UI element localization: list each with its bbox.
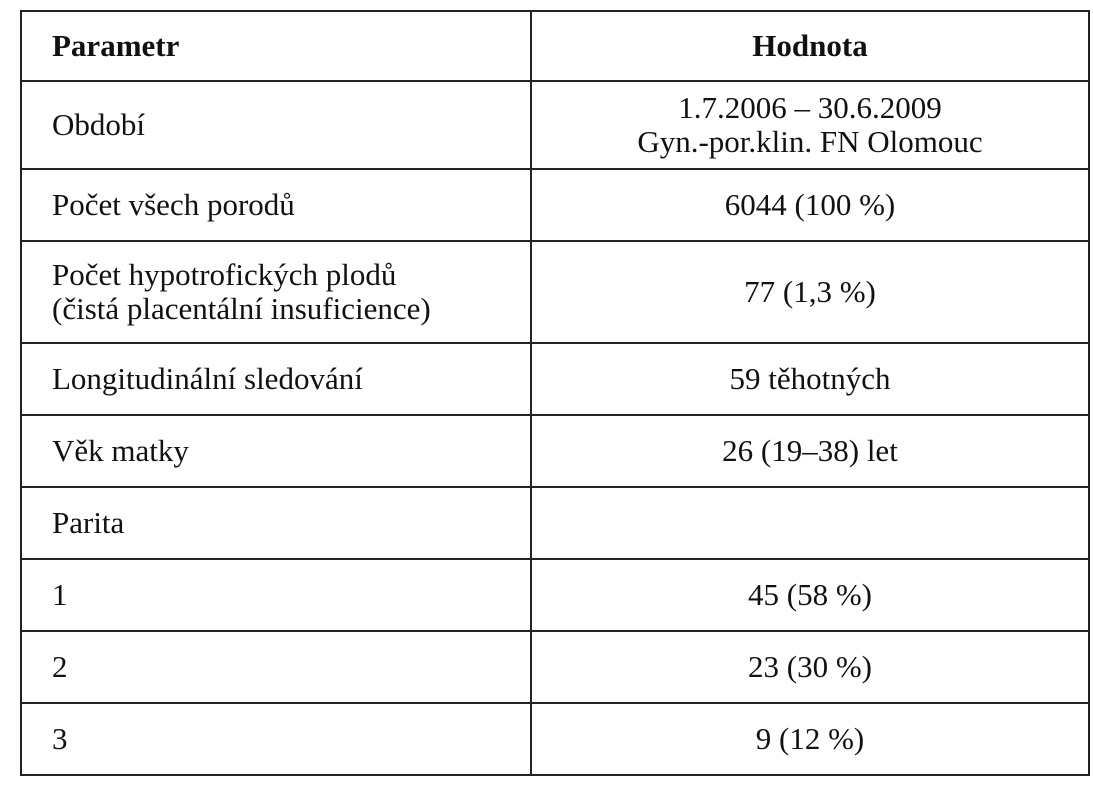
table-row (21, 81, 1089, 169)
header-value: Hodnota (531, 11, 1089, 81)
row-value (531, 487, 1089, 559)
header-parameter: Parametr (21, 11, 531, 81)
row-value: 26 (19–38) let (531, 415, 1089, 487)
table-row (21, 343, 1089, 415)
table-row (21, 559, 1089, 631)
table-header-row (21, 11, 1089, 81)
row-parameter: 2 (21, 631, 531, 703)
parameter-table (20, 10, 1090, 776)
table-row (21, 169, 1089, 241)
row-value: 9 (12 %) (531, 703, 1089, 775)
row-parameter-line1: Počet hypotrofických plodů (52, 257, 397, 292)
row-value: 23 (30 %) (531, 631, 1089, 703)
table-row (21, 703, 1089, 775)
row-parameter: Věk matky (21, 415, 531, 487)
table-row (21, 487, 1089, 559)
row-parameter: Longitudinální sledování (21, 343, 531, 415)
row-value: 6044 (100 %) (531, 169, 1089, 241)
row-parameter-line2: (čistá placentální insuficience) (52, 291, 431, 326)
row-parameter: 3 (21, 703, 531, 775)
row-parameter: 1 (21, 559, 531, 631)
data-table-container (20, 10, 1088, 776)
row-parameter: Období (21, 81, 531, 169)
table-row (21, 241, 1089, 343)
row-parameter (21, 241, 531, 343)
row-value: 45 (58 %) (531, 559, 1089, 631)
row-value (531, 81, 1089, 169)
row-parameter: Parita (21, 487, 531, 559)
row-value-line2: Gyn.-por.klin. FN Olomouc (637, 124, 983, 159)
row-value: 77 (1,3 %) (531, 241, 1089, 343)
table-row (21, 415, 1089, 487)
row-value-line1: 1.7.2006 – 30.6.2009 (678, 90, 942, 125)
row-parameter: Počet všech porodů (21, 169, 531, 241)
row-value: 59 těhotných (531, 343, 1089, 415)
table-row (21, 631, 1089, 703)
